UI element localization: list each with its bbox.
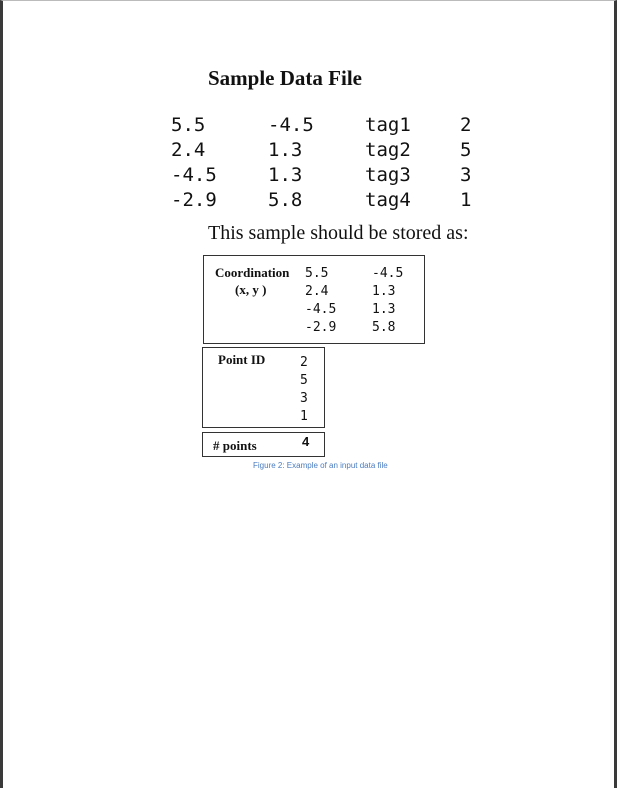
sample-x-value: 5.5 xyxy=(171,114,206,136)
sample-y-value: 1.3 xyxy=(268,164,303,186)
point-id-label: Point ID xyxy=(218,352,266,367)
point-id-value: 1 xyxy=(300,409,308,424)
coord-y-value: 5.8 xyxy=(372,320,396,335)
sample-y-value: -4.5 xyxy=(268,114,314,136)
sample-tag: tag4 xyxy=(365,189,411,211)
coordination-box xyxy=(203,255,425,344)
coord-x-value: -2.9 xyxy=(305,320,337,335)
num-points-value: 4 xyxy=(302,434,310,449)
sample-tag: tag1 xyxy=(365,114,411,136)
coord-y-value: 1.3 xyxy=(372,302,396,317)
stored-as-heading: This sample should be stored as: xyxy=(208,222,469,244)
coordination-label: Coordination xyxy=(215,265,290,280)
sample-id: 2 xyxy=(460,114,472,136)
coord-x-value: -4.5 xyxy=(305,302,337,317)
point-id-value: 2 xyxy=(300,355,308,370)
point-id-value: 3 xyxy=(300,391,308,406)
sample-y-value: 1.3 xyxy=(268,139,303,161)
sample-tag: tag3 xyxy=(365,164,411,186)
sample-x-value: 2.4 xyxy=(171,139,206,161)
sample-id: 5 xyxy=(460,139,472,161)
coordination-sublabel: (x, y ) xyxy=(235,282,267,297)
sample-tag: tag2 xyxy=(365,139,411,161)
num-points-label: # points xyxy=(213,438,257,453)
sample-id: 1 xyxy=(460,189,472,211)
sample-x-value: -4.5 xyxy=(171,164,217,186)
point-id-value: 5 xyxy=(300,373,308,388)
coord-y-value: -4.5 xyxy=(372,266,404,281)
coord-x-value: 5.5 xyxy=(305,266,329,281)
sample-x-value: -2.9 xyxy=(171,189,217,211)
sample-id: 3 xyxy=(460,164,472,186)
num-points-box xyxy=(202,432,325,457)
point-id-box xyxy=(202,347,325,428)
document-title: Sample Data File xyxy=(208,66,362,90)
figure-caption: Figure 2: Example of an input data file xyxy=(253,461,388,470)
coord-y-value: 1.3 xyxy=(372,284,396,299)
sample-y-value: 5.8 xyxy=(268,189,303,211)
coord-x-value: 2.4 xyxy=(305,284,329,299)
